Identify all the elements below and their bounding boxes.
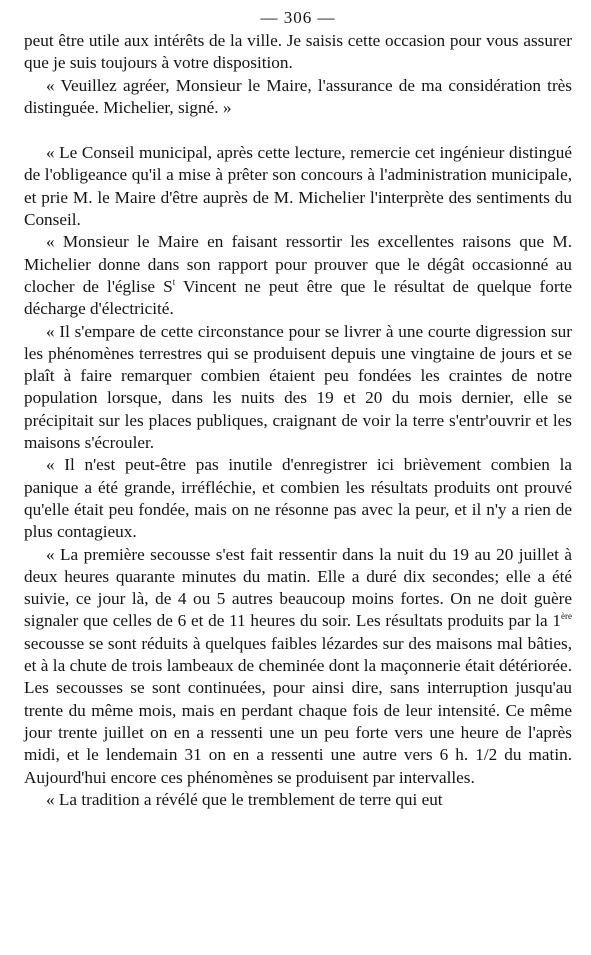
paragraph-panic: « Il n'est peut-être pas inutile d'enregistrer ici brièvement combien la panique a été grande, irréfléchie, et combien les résultats produits ont prouvé qu'elle était peu fondée, mais on ne résonne pas avec la peur, et il n'y a rien de plus contagieux. <box>24 455 572 542</box>
paragraph-terrestrial-phenomena: « Il s'empare de cette circonstance pour se livrer à une courte digression sur les phénomènes terrestres qui se produisent depuis une vingtaine de jours et se plaît à faire remarquer combien étaient peu fondées les craintes de notre population lorsque, dans les nuits des 19 et 20 du mois dernier, elle se précipitait sur les places publiques, craignant de voir la terre s'entr'ouvrir et les maisons s'écrouler. <box>24 321 572 453</box>
paragraph-mayor-reasons <box>24 231 572 320</box>
paragraph-text: secousse se sont réduits à quelques faibles lézardes sur des maisons mal bâties, et à la chute de trois lambeaux de cheminée dont la maçonnerie était détériorée. Les secousses se sont continuées, pour ainsi dire, sans interruption jusqu'au trente du même mois, mais en perdant chaque fois de leur intensité. Ce même jour trente juillet on en a ressenti une un peu forte vers une heure de l'après midi, et le lendemain 31 on en a ressenti une autre vers 6 h. 1/2 du matin. Aujourd'hui encore ces phénomènes se produisent par intervalles. <box>24 633 572 787</box>
section-gap <box>24 119 572 142</box>
paragraph-letter-end: peut être utile aux intérêts de la ville. Je saisis cette occasion pour vous assurer que je suis toujours à votre disposition. <box>24 31 572 73</box>
paragraph-text: « La première secousse s'est fait ressentir dans la nuit du 19 au 20 juillet à deux heures quarante minutes du matin. Elle a duré dix secondes; elle a été suivie, ce jour là, de 4 ou 5 autres beaucoup moins fortes. On ne doit guère signaler que celles de 6 et de 11 heures du soir. Les résultats produits par la 1 <box>24 544 572 631</box>
paragraph-letter-closing: « Veuillez agréer, Monsieur le Maire, l'assurance de ma considération très distinguée. Michelier, signé. » <box>24 75 572 117</box>
book-page <box>24 6 572 811</box>
saint-abbreviation-superscript: t <box>172 276 176 287</box>
paragraph-first-shock <box>24 544 572 789</box>
paragraph-tradition: « La tradition a révélé que le tremblement de terre qui eut <box>46 789 443 809</box>
paragraph-text: Vincent ne peut être que le résultat de quelque forte décharge d'électricité. <box>24 276 572 319</box>
paragraph-text: « Monsieur le Maire en faisant ressortir les excellentes raisons que M. Michelier donne dans son rapport pour prouver que le dégât occasionné au clocher de l'église S <box>24 232 572 296</box>
page-number: — 306 — <box>260 8 336 27</box>
paragraph-council-thanks: « Le Conseil municipal, après cette lecture, remercie cet ingénieur distingué de l'obligeance qu'il a mise à prêter son concours à l'administration municipale, et prie M. le Maire d'être auprès de M. Michelier l'interprète des sentiments du Conseil. <box>24 143 572 230</box>
premiere-superscript: ère <box>561 611 572 622</box>
